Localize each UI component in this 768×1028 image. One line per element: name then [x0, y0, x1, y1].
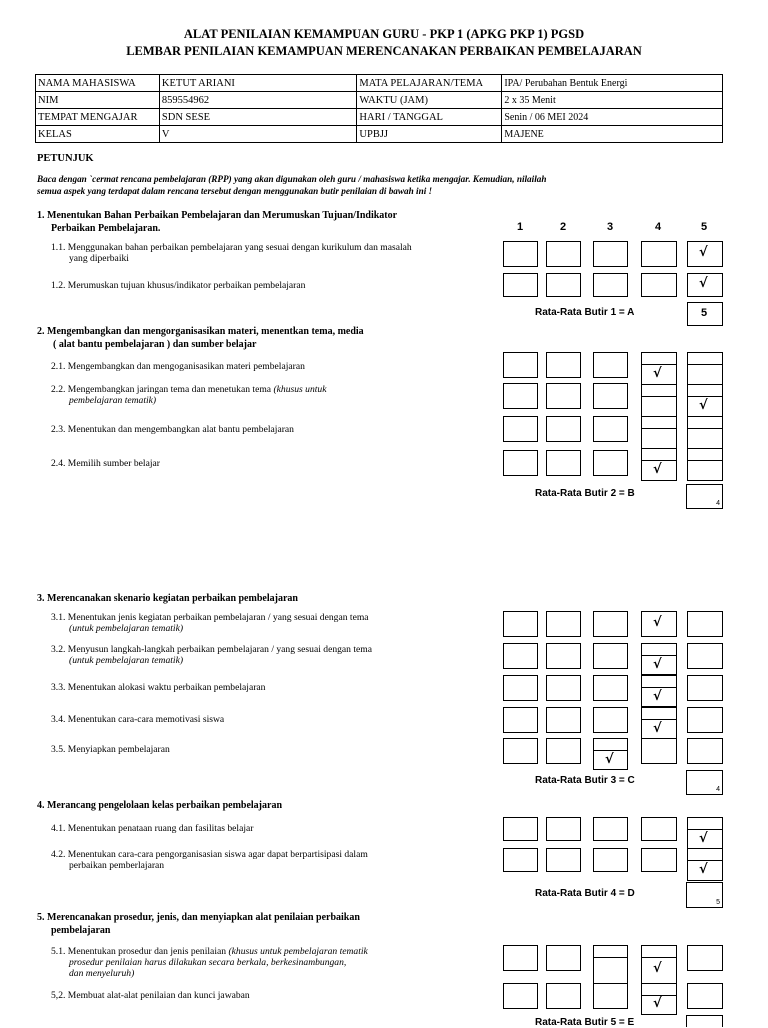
- item-text: 2.2. Mengembangkan jaringan tema dan menetukan tema: [51, 384, 272, 395]
- score-box-3-4-1[interactable]: [503, 707, 538, 733]
- score-box-1-1-3[interactable]: [593, 241, 628, 267]
- item-note: (untuk pembelajaran tematik): [69, 623, 184, 634]
- check-mark-icon: √: [699, 862, 708, 877]
- item-2-1: 2.1. Mengembangkan dan mengoganisasikan materi pembelajaran: [51, 361, 305, 372]
- form-title: ALAT PENILAIAN KEMAMPUAN GURU - PKP 1 (APKG PKP 1) PGSD: [183, 27, 585, 41]
- score-box-3-5-3b[interactable]: [593, 750, 628, 770]
- check-mark-icon: √: [699, 831, 708, 846]
- check-mark-icon: √: [653, 657, 662, 672]
- info-row: [36, 109, 723, 126]
- score-box-3-4-2[interactable]: [546, 707, 581, 733]
- average-label-5: Rata-Rata Butir 5 = E: [535, 1017, 635, 1028]
- score-box-3-2-1[interactable]: [503, 643, 538, 669]
- check-mark-icon: √: [653, 462, 662, 477]
- column-header-2: 2: [559, 221, 567, 233]
- score-box-5-1-1[interactable]: [503, 945, 538, 971]
- score-box-4-2-3[interactable]: [593, 848, 628, 872]
- item-2-3: 2.3. Menentukan dan mengembangkan alat bantu pembelajaran: [51, 424, 294, 435]
- score-box-5-2-1[interactable]: [503, 983, 538, 1009]
- score-box-1-2-3[interactable]: [593, 273, 628, 297]
- score-box-3-4-5[interactable]: [687, 707, 723, 733]
- info-row: [36, 126, 723, 143]
- score-box-1-1-2[interactable]: [546, 241, 581, 267]
- score-box-3-1-3[interactable]: [593, 611, 628, 637]
- section-title-line: 2. Mengembangkan dan mengorganisasikan materi, menentkan tema, media: [37, 326, 364, 337]
- column-header-4: 4: [654, 221, 662, 233]
- score-box-5-2-5[interactable]: [687, 983, 723, 1009]
- label-nim: NIM: [36, 92, 160, 109]
- info-row: [36, 75, 723, 92]
- score-box-3-1-2[interactable]: [546, 611, 581, 637]
- score-box-2-1-5b[interactable]: [687, 364, 723, 385]
- column-header-5: 5: [700, 221, 708, 233]
- label-kelas: KELAS: [36, 126, 160, 143]
- score-box-1-1-4[interactable]: [641, 241, 677, 267]
- score-box-1-1-1[interactable]: [503, 241, 538, 267]
- form-subtitle: LEMBAR PENILAIAN KEMAMPUAN MERENCANAKAN PERBAIKAN PEMBELAJARAN: [126, 44, 642, 58]
- score-box-2-1-1[interactable]: [503, 352, 538, 378]
- check-mark-icon: √: [605, 752, 614, 767]
- score-box-3-3-5[interactable]: [687, 675, 723, 701]
- average-box-5: [686, 1015, 723, 1027]
- score-box-2-4-5b[interactable]: [687, 460, 723, 481]
- score-box-1-1-5[interactable]: [687, 241, 723, 267]
- score-box-4-1-3[interactable]: [593, 817, 628, 841]
- score-box-2-2-2[interactable]: [546, 383, 581, 409]
- score-box-2-3-3[interactable]: [593, 416, 628, 442]
- value-kelas: V: [159, 126, 357, 143]
- score-box-3-2-5[interactable]: [687, 643, 723, 669]
- instructions-line: semua aspek yang terdapat dalam rencana tersebut dengan menggunakan butir penilaian di bawah ini !: [37, 186, 433, 196]
- check-mark-icon: √: [699, 245, 708, 260]
- score-box-2-2-1[interactable]: [503, 383, 538, 409]
- score-box-2-2-5b[interactable]: [687, 396, 723, 417]
- average-box-1: [687, 302, 723, 326]
- item-note: pembelajaran tematik): [69, 395, 157, 406]
- average-label-1: Rata-Rata Butir 1 = A: [535, 307, 635, 318]
- item-text: yang diperbaiki: [69, 253, 129, 264]
- item-text: 3.1. Menentukan jenis kegiatan perbaikan pembelajaran / yang sesuai dengan tema: [51, 612, 369, 623]
- score-box-3-4-4b[interactable]: [641, 719, 677, 739]
- label-nama: NAMA MAHASISWA: [36, 75, 160, 92]
- score-box-4-1-2[interactable]: [546, 817, 581, 841]
- item-1-2: 1.2. Merumuskan tujuan khusus/indikator perbaikan pembelajaran: [51, 280, 306, 291]
- score-box-2-2-3[interactable]: [593, 383, 628, 409]
- score-box-2-4-2[interactable]: [546, 450, 581, 476]
- value-nama: KETUT ARIANI: [159, 75, 357, 92]
- score-box-1-2-5[interactable]: [687, 273, 723, 297]
- score-box-2-4-1[interactable]: [503, 450, 538, 476]
- item-note: prosedur penilaian harus dilakukan secara berkala, berkesinambungan,: [69, 957, 347, 968]
- item-text: 1.1. Menggunakan bahan perbaikan pembelajaran yang sesuai dengan kurikulum dan masalah: [51, 242, 412, 253]
- average-box-2: [686, 484, 723, 509]
- item-1-1: [51, 242, 412, 264]
- score-box-5-2-3[interactable]: [593, 983, 628, 1009]
- item-3-4: 3.4. Menentukan cara-cara memotivasi siswa: [51, 714, 225, 725]
- score-box-3-5-5[interactable]: [687, 738, 723, 764]
- score-box-3-1-5[interactable]: [687, 611, 723, 637]
- column-header-3: 3: [606, 221, 614, 233]
- label-mapel: MATA PELAJARAN/TEMA: [357, 75, 502, 92]
- value-mapel: IPA/ Perubahan Bentuk Energi: [502, 75, 723, 92]
- score-box-4-2-4[interactable]: [641, 848, 677, 872]
- average-value-4: 5: [716, 899, 720, 906]
- value-upbjj: MAJENE: [502, 126, 723, 143]
- instructions-heading: PETUNJUK: [37, 153, 94, 164]
- section-title-line: pembelajaran: [51, 925, 111, 936]
- score-box-3-3-3[interactable]: [593, 675, 628, 701]
- check-mark-icon: √: [653, 996, 662, 1011]
- check-mark-icon: √: [653, 961, 662, 976]
- score-box-3-5-1[interactable]: [503, 738, 538, 764]
- label-hari: HARI / TANGGAL: [357, 109, 502, 126]
- score-box-4-1-5b[interactable]: [687, 829, 723, 849]
- score-box-1-2-1[interactable]: [503, 273, 538, 297]
- value-waktu: 2 x 35 Menit: [502, 92, 723, 109]
- item-note: (khusus untuk: [273, 384, 327, 395]
- section-2-title: [37, 325, 364, 351]
- score-box-3-5-2[interactable]: [546, 738, 581, 764]
- score-box-5-2-2[interactable]: [546, 983, 581, 1009]
- score-box-5-1-5[interactable]: [687, 945, 723, 971]
- score-box-1-2-4[interactable]: [641, 273, 677, 297]
- score-box-2-1-2[interactable]: [546, 352, 581, 378]
- check-mark-icon: √: [699, 276, 708, 291]
- score-box-2-1-4b[interactable]: [641, 364, 677, 385]
- score-box-5-1-2[interactable]: [546, 945, 581, 971]
- score-box-2-2-4b[interactable]: [641, 396, 677, 417]
- score-box-2-3-2[interactable]: [546, 416, 581, 442]
- score-box-4-2-5b[interactable]: [687, 860, 723, 881]
- average-label-3: Rata-Rata Butir 3 = C: [535, 775, 635, 786]
- item-text: perbaikan pemberlajaran: [69, 860, 165, 871]
- item-3-2: [51, 644, 372, 666]
- item-note: (khusus untuk pembelajaran tematik: [228, 946, 368, 957]
- score-box-5-1-4b[interactable]: [641, 957, 677, 985]
- item-5-2: 5,2. Membuat alat-alat penilaian dan kunci jawaban: [51, 990, 250, 1001]
- score-box-3-1-1[interactable]: [503, 611, 538, 637]
- value-nim: 859554962: [159, 92, 357, 109]
- item-4-1: 4.1. Menentukan penataan ruang dan fasilitas belajar: [51, 823, 254, 834]
- check-mark-icon: √: [653, 721, 662, 736]
- label-tempat: TEMPAT MENGAJAR: [36, 109, 160, 126]
- score-box-2-4-3[interactable]: [593, 450, 628, 476]
- item-note: (untuk pembelajaran tematik): [69, 655, 184, 666]
- score-box-2-3-4b[interactable]: [641, 428, 677, 449]
- score-box-5-2-4b[interactable]: [641, 995, 677, 1015]
- score-box-3-5-4[interactable]: [641, 738, 677, 764]
- section-3-title: 3. Merencanakan skenario kegiatan perbaikan pembelajaran: [37, 593, 298, 604]
- score-box-3-3-1[interactable]: [503, 675, 538, 701]
- score-box-4-1-4[interactable]: [641, 817, 677, 841]
- check-mark-icon: √: [653, 689, 662, 704]
- average-box-4: [686, 882, 723, 908]
- item-3-5: 3.5. Menyiapkan pembelajaran: [51, 744, 170, 755]
- item-text: 4.2. Menentukan cara-cara pengorganisasian siswa agar dapat berpartisipasi dalam: [51, 849, 368, 860]
- score-box-3-2-3[interactable]: [593, 643, 628, 669]
- average-value-1: 5: [701, 307, 708, 319]
- section-4-title: 4. Merancang pengelolaan kelas perbaikan pembelajaran: [37, 800, 283, 811]
- item-note: dan menyeluruh): [69, 968, 135, 979]
- item-2-4: 2.4. Memilih sumber belajar: [51, 458, 160, 469]
- score-box-4-2-1[interactable]: [503, 848, 538, 872]
- section-title-line: 5. Merencanakan prosedur, jenis, dan menyiapkan alat penilaian perbaikan: [37, 912, 360, 923]
- item-text: 3.2. Menyusun langkah-langkah perbaikan pembelajaran / yang sesuai dengan tema: [51, 644, 373, 655]
- section-title-line: 1. Menentukan Bahan Perbaikan Pembelajaran dan Merumuskan Tujuan/Indikator: [37, 210, 398, 221]
- check-mark-icon: √: [653, 366, 662, 381]
- average-label-4: Rata-Rata Butir 4 = D: [535, 888, 635, 899]
- score-box-2-1-3[interactable]: [593, 352, 628, 378]
- item-text: 5.1. Menentukan prosedur dan jenis penilaian: [51, 946, 227, 957]
- info-row: [36, 92, 723, 109]
- score-box-4-2-2[interactable]: [546, 848, 581, 872]
- score-box-3-1-4[interactable]: [641, 611, 677, 637]
- score-box-3-3-4b[interactable]: [641, 687, 677, 707]
- average-value-3: 4: [716, 786, 720, 793]
- item-2-2: [51, 384, 327, 406]
- check-mark-icon: √: [653, 615, 662, 630]
- average-box-3: [686, 770, 723, 795]
- score-box-3-4-3[interactable]: [593, 707, 628, 733]
- score-box-2-4-4b[interactable]: [641, 460, 677, 481]
- value-hari: Senin / 06 MEI 2024: [502, 109, 723, 126]
- label-waktu: WAKTU (JAM): [357, 92, 502, 109]
- average-label-2: Rata-Rata Butir 2 = B: [535, 488, 635, 499]
- check-mark-icon: √: [699, 398, 708, 413]
- score-box-2-3-1[interactable]: [503, 416, 538, 442]
- item-4-2: [51, 849, 368, 871]
- item-3-3: 3.3. Menentukan alokasi waktu perbaikan pembelajaran: [51, 682, 266, 693]
- score-box-4-1-1[interactable]: [503, 817, 538, 841]
- value-tempat: SDN SESE: [159, 109, 357, 126]
- score-box-5-1-3b[interactable]: [593, 957, 628, 985]
- score-box-3-3-2[interactable]: [546, 675, 581, 701]
- item-5-1: [51, 946, 368, 979]
- item-3-1: [51, 612, 369, 634]
- column-header-1: 1: [516, 221, 524, 233]
- info-table: [35, 74, 723, 143]
- section-5-title: [37, 911, 360, 937]
- instructions-text: [37, 173, 546, 197]
- section-title-line: Perbaikan Pembelajaran.: [51, 223, 161, 234]
- average-value-2: 4: [716, 500, 720, 507]
- label-upbjj: UPBJJ: [357, 126, 502, 143]
- score-box-2-3-5b[interactable]: [687, 428, 723, 449]
- score-box-1-2-2[interactable]: [546, 273, 581, 297]
- section-title-line: ( alat bantu pembelajaran ) dan sumber belajar: [53, 339, 257, 350]
- score-box-3-2-4b[interactable]: [641, 655, 677, 675]
- instructions-line: Baca dengan `cermat rencana pembelajaran (RPP) yang akan digunakan oleh guru / mahasiswa ketika mengajar. Kemudian, nilailah: [37, 174, 547, 184]
- score-box-3-2-2[interactable]: [546, 643, 581, 669]
- section-1-title: [37, 209, 397, 235]
